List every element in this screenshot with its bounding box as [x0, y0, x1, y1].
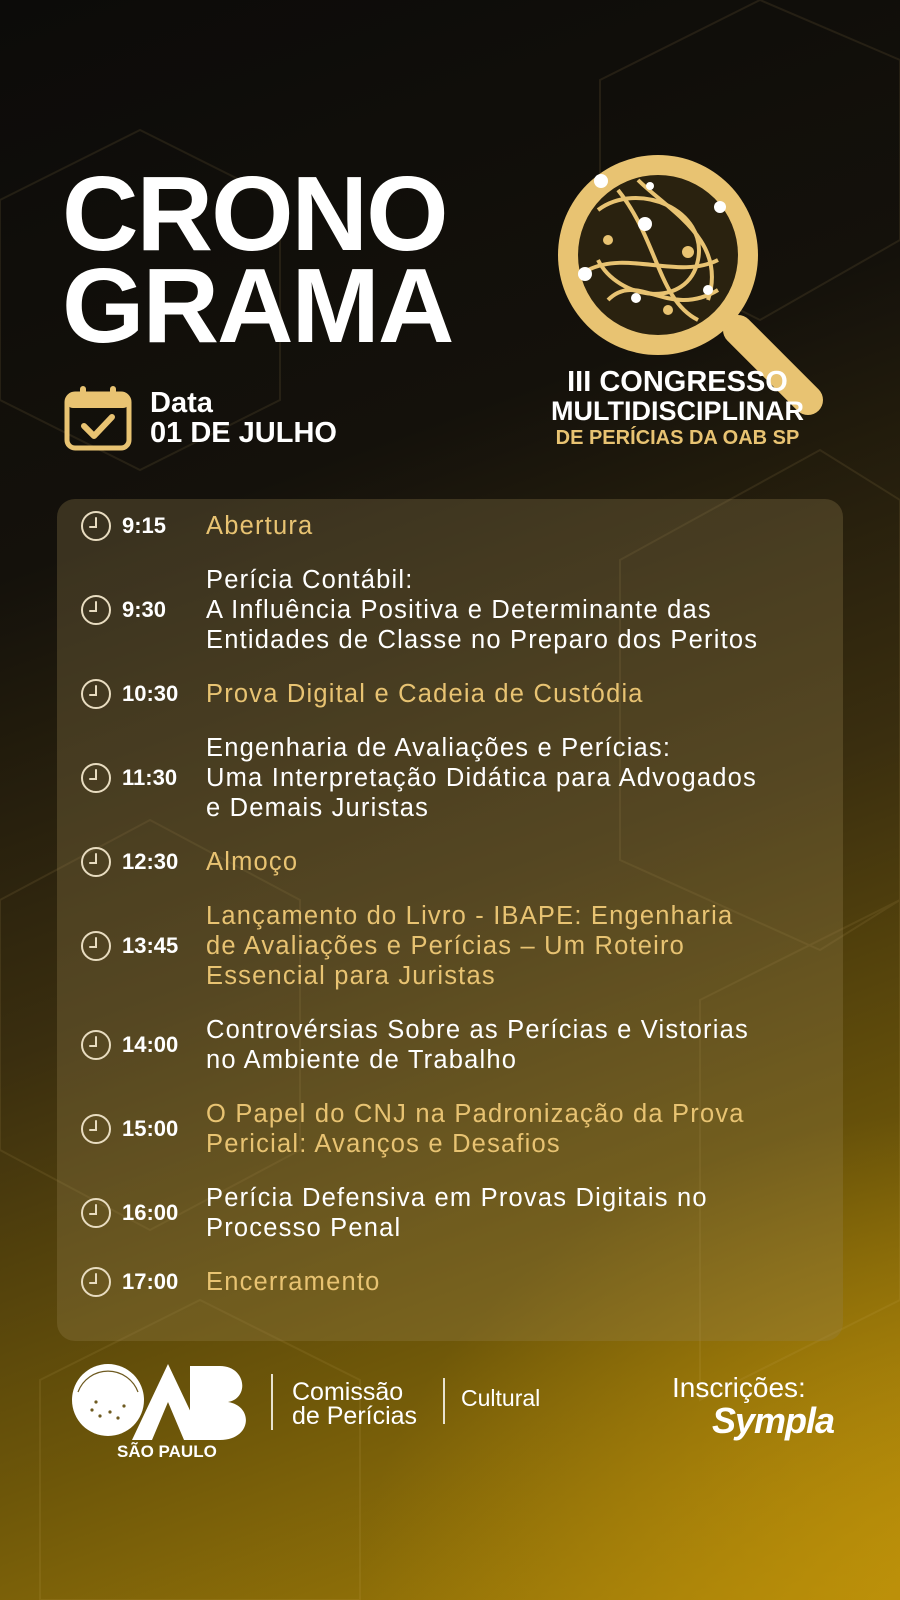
- talk-line: e Demais Juristas: [206, 794, 430, 822]
- schedule-panel: [57, 499, 843, 1341]
- schedule-time: 13:45: [122, 933, 179, 958]
- schedule-talk: [206, 1099, 826, 1159]
- schedule-time: 15:00: [122, 1116, 179, 1141]
- schedule-row: [57, 1099, 843, 1159]
- oab-logo-icon: [70, 1362, 256, 1442]
- schedule-time: 10:30: [122, 681, 179, 706]
- schedule-row: [57, 1183, 843, 1243]
- schedule-row: [57, 1267, 843, 1297]
- schedule-talk: [206, 733, 826, 823]
- clock-icon: [80, 846, 112, 878]
- talk-line: Processo Penal: [206, 1214, 402, 1242]
- clock-icon: [80, 1113, 112, 1145]
- clock-icon: [80, 1029, 112, 1061]
- footer: [0, 1360, 900, 1470]
- comissao-label: [292, 1380, 417, 1428]
- event-line-2: MULTIDISCIPLINAR: [551, 396, 804, 426]
- clock-icon: [80, 1266, 112, 1298]
- talk-line: Prova Digital e Cadeia de Custódia: [206, 680, 644, 708]
- schedule-time: 9:30: [122, 597, 167, 622]
- schedule-time: 9:15: [122, 513, 167, 538]
- talk-line: Perícia Contábil:: [206, 566, 414, 594]
- schedule-talk: [206, 847, 826, 877]
- event-name: [520, 368, 835, 450]
- comissao-line-1: Comissão: [292, 1378, 404, 1406]
- schedule-row: [57, 847, 843, 877]
- talk-line: Abertura: [206, 512, 314, 540]
- schedule-talk: [206, 1267, 826, 1297]
- schedule-talk: [206, 679, 826, 709]
- divider: [271, 1374, 273, 1430]
- talk-line: Uma Interpretação Didática para Advogados: [206, 764, 757, 792]
- talk-line: Entidades de Classe no Preparo dos Peritos: [206, 626, 759, 654]
- date-block: [64, 384, 337, 452]
- page-title: [62, 155, 453, 365]
- talk-line: A Influência Positiva e Determinante das: [206, 596, 712, 624]
- schedule-time: 16:00: [122, 1200, 179, 1225]
- date-text: [150, 388, 337, 448]
- oab-subtitle: SÃO PAULO: [117, 1442, 217, 1461]
- clock-icon: [80, 678, 112, 710]
- event-line-1: III CONGRESSO: [567, 366, 788, 398]
- clock-icon: [80, 930, 112, 962]
- calendar-check-icon: [64, 384, 132, 452]
- schedule-row: [57, 733, 843, 823]
- divider: [443, 1378, 445, 1424]
- comissao-line-2: de Perícias: [292, 1402, 418, 1430]
- schedule-time: 12:30: [122, 849, 179, 874]
- talk-line: Pericial: Avanços e Desafios: [206, 1130, 561, 1158]
- schedule-talk: [206, 565, 826, 655]
- inscricoes-label: Inscrições:: [672, 1372, 806, 1403]
- talk-line: O Papel do CNJ na Padronização da Prova: [206, 1100, 745, 1128]
- schedule-talk: [206, 901, 826, 991]
- talk-line: Controvérsias Sobre as Perícias e Vistorias: [206, 1016, 749, 1044]
- schedule-time: 11:30: [122, 765, 178, 790]
- talk-line: Essencial para Juristas: [206, 962, 496, 990]
- schedule-time: 14:00: [122, 1032, 179, 1057]
- event-line-3: DE PERÍCIAS DA OAB SP: [555, 427, 800, 449]
- cultural-label: Cultural: [461, 1385, 541, 1411]
- clock-icon: [80, 594, 112, 626]
- clock-icon: [80, 762, 112, 794]
- date-label: Data: [150, 387, 213, 419]
- talk-line: no Ambiente de Trabalho: [206, 1046, 518, 1074]
- talk-line: de Avaliações e Perícias – Um Roteiro: [206, 932, 686, 960]
- talk-line: Lançamento do Livro - IBAPE: Engenharia: [206, 902, 734, 930]
- schedule-row: [57, 679, 843, 709]
- schedule-talk: [206, 1183, 826, 1243]
- date-value: 01 DE JULHO: [150, 417, 337, 449]
- title-line-2: GRAMA: [62, 247, 453, 365]
- schedule-talk: [206, 1015, 826, 1075]
- sympla-logo[interactable]: Sympla: [712, 1400, 835, 1441]
- schedule-row: [57, 901, 843, 991]
- clock-icon: [80, 1197, 112, 1229]
- schedule-talk: [206, 511, 826, 541]
- talk-line: Engenharia de Avaliações e Perícias:: [206, 734, 672, 762]
- schedule-row: [57, 1015, 843, 1075]
- title-line-1: CRONO: [62, 155, 447, 273]
- talk-line: Encerramento: [206, 1268, 381, 1296]
- talk-line: Almoço: [206, 848, 299, 876]
- talk-line: Perícia Defensiva em Provas Digitais no: [206, 1184, 708, 1212]
- schedule-row: [57, 565, 843, 655]
- schedule-time: 17:00: [122, 1269, 179, 1294]
- schedule-row: [57, 511, 843, 541]
- clock-icon: [80, 510, 112, 542]
